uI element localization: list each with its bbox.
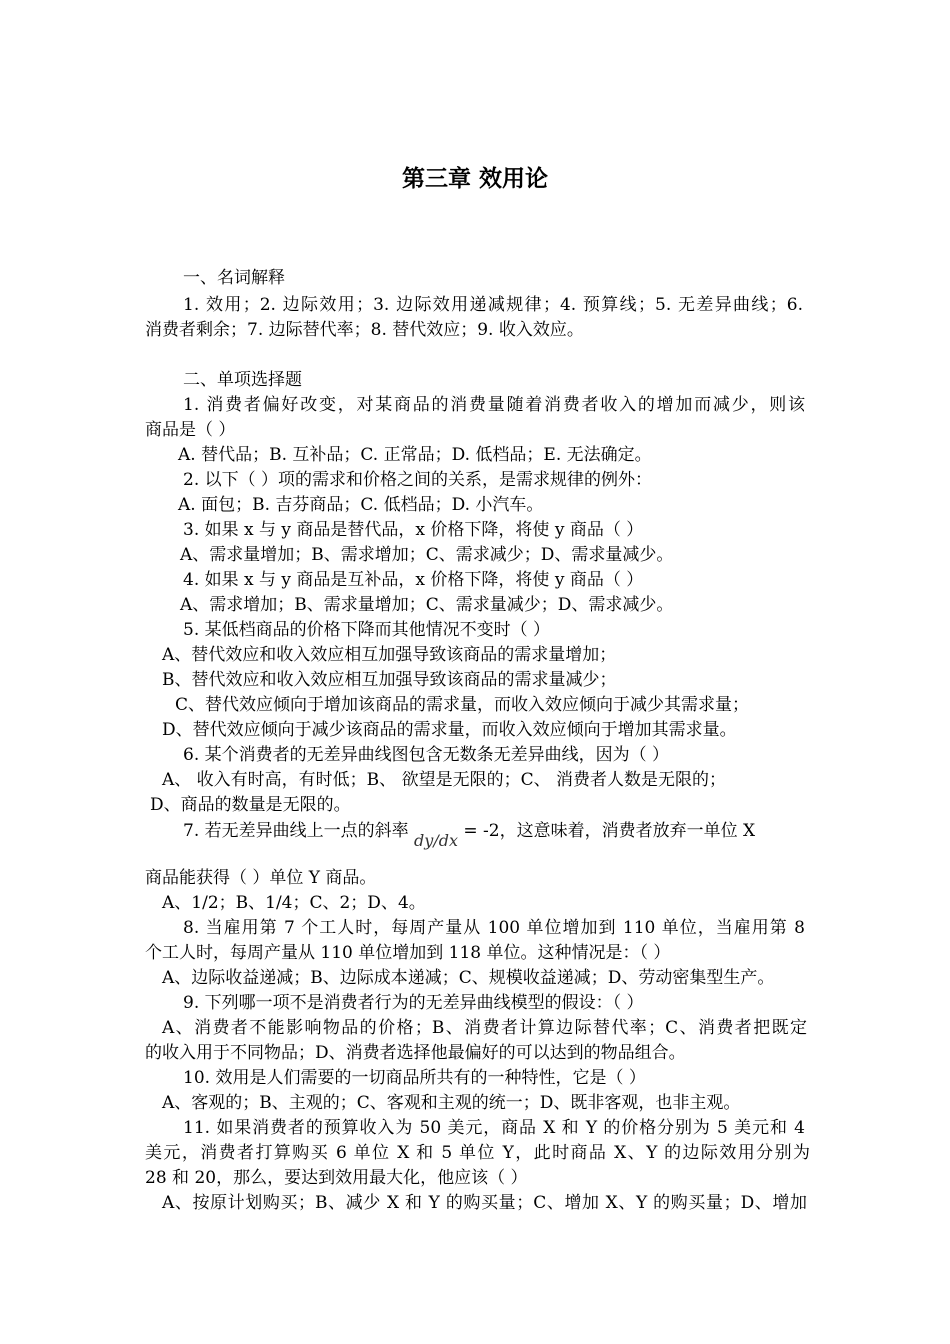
question-1-options: A. 替代品；B. 互补品；C. 正常品；D. 低档品；E. 无法确定。: [178, 445, 652, 465]
question-7-prefix: 7. 若无差异曲线上一点的斜率: [183, 821, 409, 841]
definitions-line-1: 1. 效用；2. 边际效用；3. 边际效用递减规律；4. 预算线；5. 无差异曲线；6.: [183, 295, 803, 315]
question-2-options: A. 面包；B. 吉芬商品；C. 低档品；D. 小汽车。: [178, 495, 544, 515]
question-9: 9. 下列哪一项不是消费者行为的无差异曲线模型的假设：（ ）: [183, 993, 644, 1013]
question-9-options-line-2: 的收入用于不同物品；D、消费者选择他最偏好的可以达到的物品组合。: [145, 1043, 686, 1063]
question-7-line-1: [183, 818, 808, 850]
question-8-options: A、边际收益递减；B、边际成本递减；C、规模收益递减；D、劳动密集型生产。: [162, 968, 775, 988]
question-8-line-2: 个工人时，每周产量从 110 单位增加到 118 单位。这种情况是：（ ）: [145, 943, 671, 963]
question-3: 3. 如果 x 与 y 商品是替代品，x 价格下降，将使 y 商品（ ）: [183, 520, 644, 540]
question-1-line-1: 1. 消费者偏好改变，对某商品的消费量随着消费者收入的增加而减少，则该: [183, 395, 805, 415]
question-3-options: A、需求量增加；B、需求增加；C、需求减少；D、需求量减少。: [180, 545, 674, 565]
question-11-options: A、按原计划购买；B、减少 X 和 Y 的购买量；C、增加 X、Y 的购买量；D、增加: [162, 1193, 807, 1213]
question-7-suffix: = -2，这意味着，消费者放弃一单位 X: [463, 821, 756, 841]
question-5-option-c: C、替代效应倾向于增加该商品的需求量，而收入效应倾向于减少其需求量；: [175, 695, 750, 715]
question-10: 10. 效用是人们需要的一切商品所共有的一种特性，它是（ ）: [183, 1068, 646, 1088]
question-1-line-2: 商品是（ ）: [145, 420, 236, 440]
question-4: 4. 如果 x 与 y 商品是互补品，x 价格下降，将使 y 商品（ ）: [183, 570, 644, 590]
question-6: 6. 某个消费者的无差异曲线图包含无数条无差异曲线，因为（ ）: [183, 745, 670, 765]
question-6-option-d: D、商品的数量是无限的。: [150, 795, 351, 815]
question-10-options: A、客观的；B、主观的；C、客观和主观的统一；D、既非客观，也非主观。: [162, 1093, 741, 1113]
question-8-line-1: 8. 当雇用第 7 个工人时，每周产量从 100 单位增加到 110 单位，当雇用第 8: [183, 918, 805, 938]
question-6-options-abc: A、 收入有时高，有时低；B、 欲望是无限的；C、 消费者人数是无限的；: [162, 770, 726, 790]
question-7-options: A、1/2；B、1/4；C、2；D、4。: [162, 893, 426, 913]
question-9-options-line-1: A、消费者不能影响物品的价格；B、消费者计算边际替代率；C、消费者把既定: [162, 1018, 807, 1038]
question-5-option-a: A、替代效应和收入效应相互加强导致该商品的需求量增加；: [162, 645, 617, 665]
question-5: 5. 某低档商品的价格下降而其他情况不变时（ ）: [183, 620, 551, 640]
question-5-option-b: B、替代效应和收入效应相互加强导致该商品的需求量减少；: [162, 670, 617, 690]
slope-formula: dy/dx: [414, 831, 458, 850]
section-heading-definitions: 一、名词解释: [183, 268, 285, 288]
question-11-line-1: 11. 如果消费者的预算收入为 50 美元，商品 X 和 Y 的价格分别为 5 美元和 4: [183, 1118, 805, 1138]
question-2: 2. 以下（ ）项的需求和价格之间的关系，是需求规律的例外：: [183, 470, 653, 490]
question-4-options: A、需求增加；B、需求量增加；C、需求量减少；D、需求减少。: [180, 595, 674, 615]
question-11-line-3: 28 和 20，那么，要达到效用最大化，他应该（ ）: [145, 1168, 528, 1188]
definitions-line-2: 消费者剩余；7. 边际替代率；8. 替代效应；9. 收入效应。: [145, 320, 584, 340]
question-11-line-2: 美元，消费者打算购买 6 单位 X 和 5 单位 Y，此时商品 X、Y 的边际效用分别为: [145, 1143, 810, 1163]
question-5-option-d: D、替代效应倾向于减少该商品的需求量，而收入效应倾向于增加其需求量。: [162, 720, 737, 740]
question-7-line-2: 商品能获得（ ）单位 Y 商品。: [145, 868, 377, 888]
page-title: 第三章 效用论: [401, 166, 548, 192]
section-heading-choices: 二、单项选择题: [183, 370, 302, 390]
